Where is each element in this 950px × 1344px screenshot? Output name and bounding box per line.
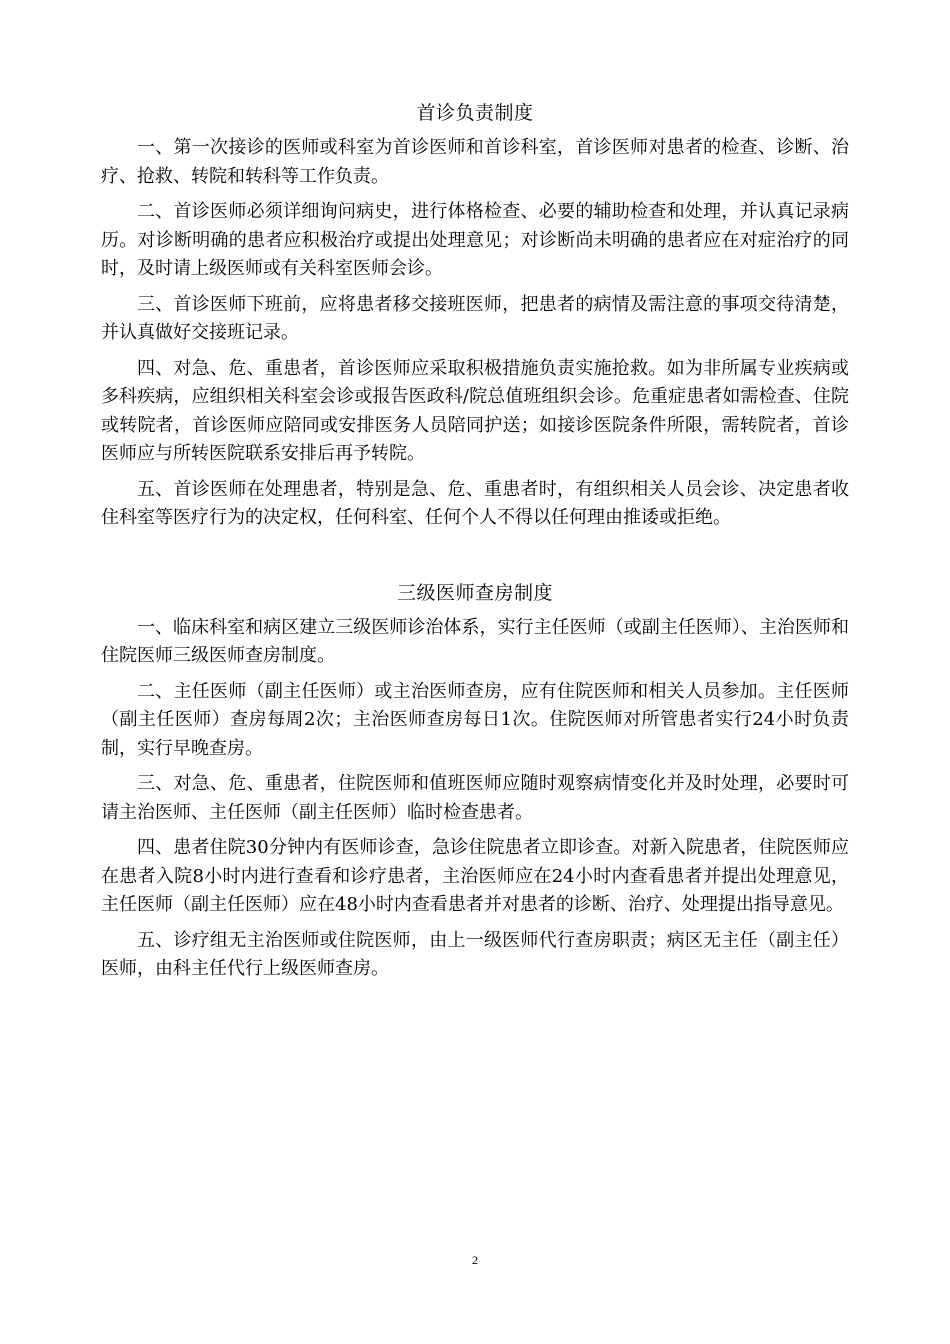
paragraph: 四、对急、危、重患者，首诊医师应采取积极措施负责实施抢救。如为非所属专业疾病或多科疾病，应组织相关科室会诊或报告医政科/院总值班组织会诊。危重症患者如需检查、住院或转院者，首诊医师应陪同或安排医务人员陪同护送；如接诊医院条件所限，需转院者，首诊医师应与所转医院联系安排后再予转院。 — [101, 357, 849, 464]
paragraph: 二、首诊医师必须详细询问病史，进行体格检查、必要的辅助检查和处理，并认真记录病历。对诊断明确的患者应积极治疗或提出处理意见；对诊断尚未明确的患者应在对症治疗的同时，及时请上级医师或有关科室医师会诊。 — [101, 201, 849, 279]
section-title-ward-rounds: 三级医师查房制度 — [396, 581, 553, 604]
paragraph: 一、第一次接诊的医师或科室为首诊医师和首诊科室，首诊医师对患者的检查、诊断、治疗、抢救、转院和转科等工作负责。 — [101, 137, 849, 187]
paragraph: 一、临床科室和病区建立三级医师诊治体系，实行主任医师（或副主任医师）、主治医师和住院医师三级医师查房制度。 — [101, 616, 849, 666]
page-number: 2 — [472, 1253, 478, 1267]
paragraph: 五、诊疗组无主治医师或住院医师，由上一级医师代行查房职责；病区无主任（副主任）医师，由科主任代行上级医师查房。 — [101, 929, 849, 979]
section-spacer — [101, 533, 849, 576]
section-title-first-visit: 首诊负责制度 — [416, 102, 534, 124]
paragraph: 三、首诊医师下班前，应将患者移交接班医师，把患者的病情及需注意的事项交待清楚，并认真做好交接班记录。 — [101, 293, 849, 343]
document-body — [101, 96, 849, 984]
paragraph: 二、主任医师（副主任医师）或主治医师查房，应有住院医师和相关人员参加。主任医师（副主任医师）查房每周2次；主治医师查房每日1次。住院医师对所管患者实行24小时负责制，实行早晚查房。 — [101, 680, 849, 759]
paragraph: 三、对急、危、重患者，住院医师和值班医师应随时观察病情变化并及时处理，必要时可请主治医师、主任医师（副主任医师）临时检查患者。 — [101, 773, 849, 823]
paragraph: 五、首诊医师在处理患者，特别是急、危、重患者时，有组织相关人员会诊、决定患者收住科室等医疗行为的决定权，任何科室、任何个人不得以任何理由推诿或拒绝。 — [101, 478, 849, 528]
paragraph: 四、患者住院30分钟内有医师诊查，急诊住院患者立即诊查。对新入院患者，住院医师应在患者入院8小时内进行查看和诊疗患者，主治医师应在24小时内查看患者并提出处理意见，主任医师（副主任医师）应在48小时内查看患者并对患者的诊断、治疗、处理提出指导意见。 — [101, 837, 849, 915]
